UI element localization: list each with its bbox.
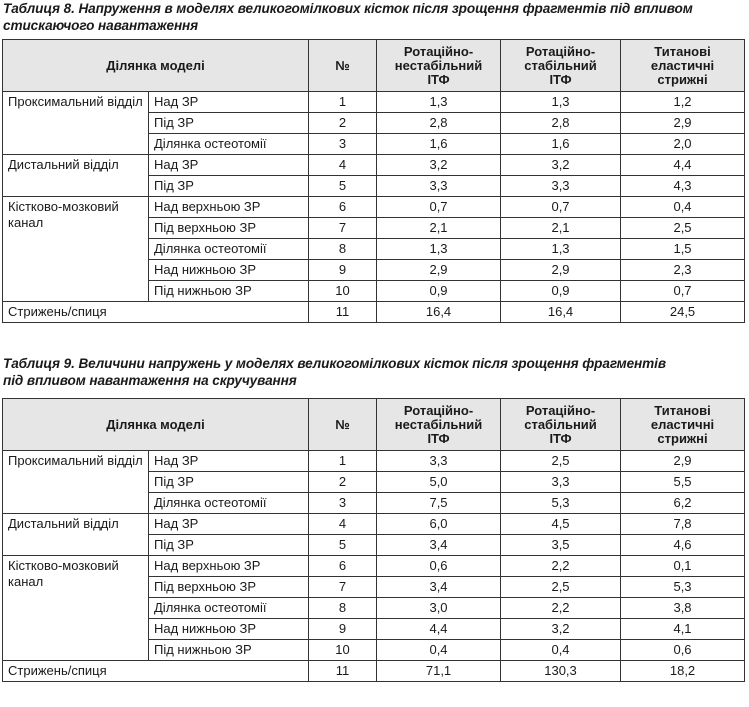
header-line: Ротаційно- [403,402,474,418]
value-rotation-unstable: 3,4 [377,577,501,598]
row-number: 10 [309,640,377,661]
value-rotation-unstable: 6,0 [377,514,501,535]
value-titanium-rods: 2,9 [621,451,745,472]
row-number: 5 [309,176,377,197]
row-number: 10 [309,281,377,302]
value-rotation-unstable: 2,8 [377,113,501,134]
subsection-label: Під ЗР [149,176,309,197]
value-rotation-unstable: 5,0 [377,472,501,493]
total-label: Стрижень/спиця [3,661,309,682]
value-rotation-stable: 1,3 [501,92,621,113]
value-rotation-stable: 16,4 [501,302,621,323]
subsection-label: Під нижньою ЗР [149,281,309,302]
table-row [3,514,745,535]
value-titanium-rods: 2,3 [621,260,745,281]
value-rotation-stable: 130,3 [501,661,621,682]
value-rotation-unstable: 71,1 [377,661,501,682]
subsection-label: Ділянка остеотомії [149,493,309,514]
header-line: Ротаційно- [403,43,474,59]
value-titanium-rods: 5,5 [621,472,745,493]
subsection-label: Над ЗР [149,514,309,535]
value-rotation-stable: 4,5 [501,514,621,535]
header-line: стабільний [524,57,597,73]
row-number: 6 [309,556,377,577]
value-rotation-stable: 3,2 [501,155,621,176]
column-header-rotation-stable [501,399,621,451]
header-line: Титанові [654,43,711,59]
subsection-label: Над верхньою ЗР [149,556,309,577]
header-line: стрижні [657,71,708,87]
value-titanium-rods: 2,9 [621,113,745,134]
table-header-row [3,40,745,92]
column-header-rotation-unstable [377,399,501,451]
header-line: Ротаційно- [525,43,596,59]
row-number: 8 [309,598,377,619]
value-titanium-rods: 2,5 [621,218,745,239]
total-label: Стрижень/спиця [3,302,309,323]
value-rotation-stable: 2,2 [501,598,621,619]
table-header-row [3,399,745,451]
value-rotation-unstable: 0,6 [377,556,501,577]
section-label: Проксимальний відділ [3,451,149,514]
value-rotation-stable: 2,5 [501,577,621,598]
row-number: 4 [309,155,377,176]
value-rotation-unstable: 2,1 [377,218,501,239]
subsection-label: Під верхньою ЗР [149,577,309,598]
subsection-label: Ділянка остеотомії [149,239,309,260]
table-row-total [3,661,745,682]
value-rotation-stable: 3,5 [501,535,621,556]
table-8-caption-line: Таблиця 8. Напруження в моделях великогомілкових кісток після зрощення фрагментів під впливом [3,1,693,16]
header-line: ІТФ [427,430,450,446]
row-number: 4 [309,514,377,535]
value-titanium-rods: 7,8 [621,514,745,535]
table-8-caption-line: стискаючого навантаження [3,18,199,33]
row-number: 11 [309,302,377,323]
value-rotation-unstable: 3,3 [377,451,501,472]
value-rotation-unstable: 1,6 [377,134,501,155]
value-rotation-stable: 2,8 [501,113,621,134]
value-rotation-stable: 2,5 [501,451,621,472]
value-rotation-stable: 2,2 [501,556,621,577]
section-label: Дистальний відділ [3,155,149,197]
value-rotation-unstable: 2,9 [377,260,501,281]
subsection-label: Ділянка остеотомії [149,598,309,619]
header-line: Титанові [654,402,711,418]
value-titanium-rods: 0,4 [621,197,745,218]
row-number: 2 [309,472,377,493]
header-line: Ротаційно- [525,402,596,418]
header-line: ІТФ [427,71,450,87]
table-row [3,451,745,472]
value-titanium-rods: 0,1 [621,556,745,577]
value-titanium-rods: 4,3 [621,176,745,197]
value-rotation-stable: 2,1 [501,218,621,239]
value-titanium-rods: 6,2 [621,493,745,514]
table-9-caption-line: Таблиця 9. Величини напружень у моделях великогомілкових кісток після зрощення фрагментів [3,356,666,371]
subsection-label: Над ЗР [149,92,309,113]
value-rotation-stable: 0,9 [501,281,621,302]
value-rotation-unstable: 3,0 [377,598,501,619]
value-rotation-stable: 2,9 [501,260,621,281]
value-rotation-stable: 0,4 [501,640,621,661]
subsection-label: Над ЗР [149,451,309,472]
row-number: 11 [309,661,377,682]
value-titanium-rods: 24,5 [621,302,745,323]
value-rotation-unstable: 1,3 [377,92,501,113]
subsection-label: Над ЗР [149,155,309,176]
subsection-label: Під нижньою ЗР [149,640,309,661]
table-row [3,92,745,113]
column-header-section: Ділянка моделі [3,40,309,92]
section-label: Дистальний відділ [3,514,149,556]
value-rotation-stable: 0,7 [501,197,621,218]
value-titanium-rods: 5,3 [621,577,745,598]
row-number: 9 [309,619,377,640]
column-header-titanium-rods [621,399,745,451]
subsection-label: Над нижньою ЗР [149,260,309,281]
subsection-label: Над верхньою ЗР [149,197,309,218]
column-header-number: № [309,399,377,451]
table-row [3,556,745,577]
row-number: 7 [309,577,377,598]
header-line: ІТФ [549,430,572,446]
value-rotation-unstable: 7,5 [377,493,501,514]
value-rotation-unstable: 3,4 [377,535,501,556]
row-number: 3 [309,134,377,155]
value-titanium-rods: 4,4 [621,155,745,176]
value-rotation-stable: 3,3 [501,472,621,493]
table-row [3,197,745,218]
subsection-label: Під ЗР [149,535,309,556]
value-titanium-rods: 18,2 [621,661,745,682]
subsection-label: Під верхньою ЗР [149,218,309,239]
row-number: 2 [309,113,377,134]
value-rotation-unstable: 3,2 [377,155,501,176]
column-header-titanium-rods [621,40,745,92]
header-line: стабільний [524,416,597,432]
table-row-total [3,302,745,323]
value-titanium-rods: 3,8 [621,598,745,619]
value-titanium-rods: 4,6 [621,535,745,556]
header-line: стрижні [657,430,708,446]
row-number: 5 [309,535,377,556]
value-rotation-stable: 1,6 [501,134,621,155]
value-rotation-stable: 3,2 [501,619,621,640]
row-number: 3 [309,493,377,514]
table-8-caption [3,0,693,34]
row-number: 1 [309,92,377,113]
value-titanium-rods: 1,5 [621,239,745,260]
value-titanium-rods: 0,6 [621,640,745,661]
subsection-label: Над нижньою ЗР [149,619,309,640]
value-rotation-stable: 5,3 [501,493,621,514]
table-row [3,155,745,176]
row-number: 6 [309,197,377,218]
column-header-section: Ділянка моделі [3,399,309,451]
row-number: 8 [309,239,377,260]
value-rotation-stable: 3,3 [501,176,621,197]
value-rotation-unstable: 0,7 [377,197,501,218]
table-9 [2,398,745,682]
value-rotation-unstable: 4,4 [377,619,501,640]
value-rotation-unstable: 0,4 [377,640,501,661]
section-label: Кістково-мозковий канал [3,556,149,661]
subsection-label: Під ЗР [149,472,309,493]
header-line: еластичні [650,416,715,432]
header-line: ІТФ [549,71,572,87]
subsection-label: Ділянка остеотомії [149,134,309,155]
value-rotation-stable: 1,3 [501,239,621,260]
value-rotation-unstable: 3,3 [377,176,501,197]
value-titanium-rods: 1,2 [621,92,745,113]
table-9-caption [3,355,666,389]
header-line: еластичні [650,57,715,73]
column-header-number: № [309,40,377,92]
value-titanium-rods: 4,1 [621,619,745,640]
header-line: нестабільний [394,57,483,73]
header-line: нестабільний [394,416,483,432]
row-number: 7 [309,218,377,239]
section-label: Кістково-мозковий канал [3,197,149,302]
value-rotation-unstable: 1,3 [377,239,501,260]
value-titanium-rods: 0,7 [621,281,745,302]
row-number: 1 [309,451,377,472]
value-rotation-unstable: 0,9 [377,281,501,302]
table-8 [2,39,745,323]
subsection-label: Під ЗР [149,113,309,134]
value-rotation-unstable: 16,4 [377,302,501,323]
table-9-caption-line: під впливом навантаження на скручування [3,373,297,388]
column-header-rotation-unstable [377,40,501,92]
column-header-rotation-stable [501,40,621,92]
section-label: Проксимальний відділ [3,92,149,155]
row-number: 9 [309,260,377,281]
value-titanium-rods: 2,0 [621,134,745,155]
